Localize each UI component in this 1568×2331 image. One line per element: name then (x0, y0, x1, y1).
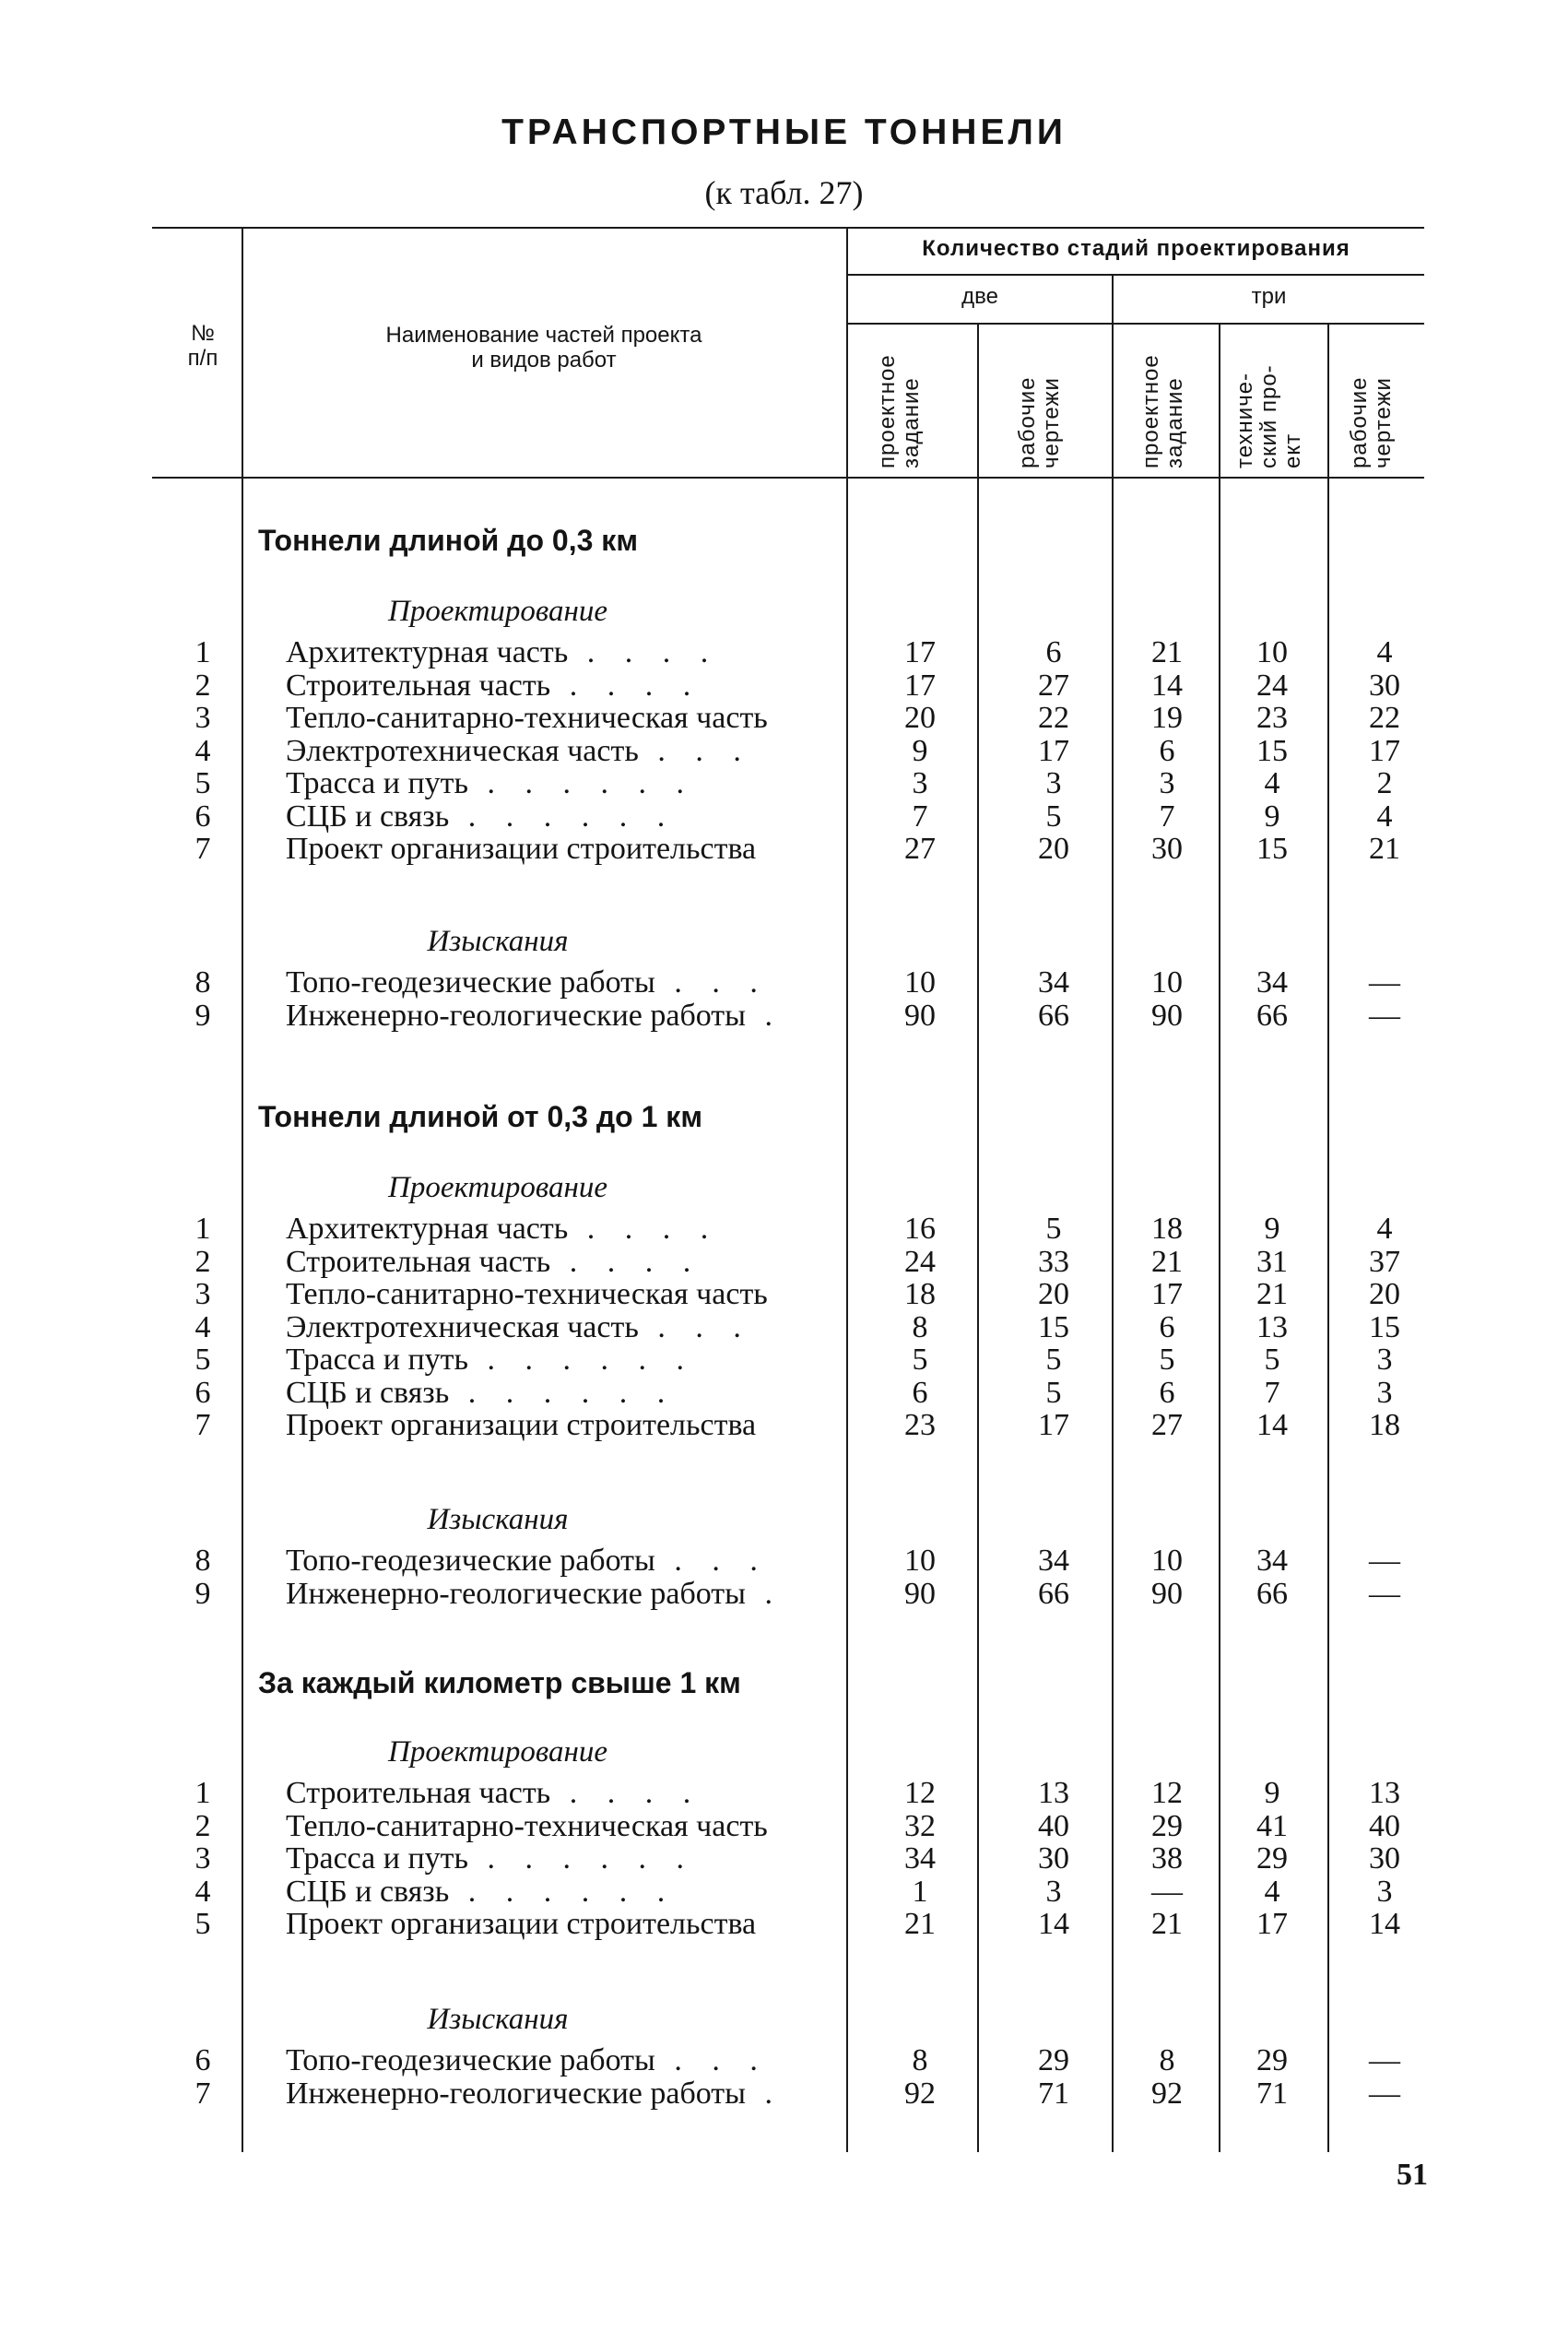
row-name-text: Проект организации строительства (286, 1907, 757, 1941)
subsection-title: Проектирование (388, 595, 607, 628)
row-name (286, 1343, 848, 1378)
row-value: 10 (1256, 635, 1288, 669)
row-value: 71 (1256, 2076, 1288, 2111)
row-value: 5 (1159, 1343, 1175, 1377)
row-name (286, 1277, 848, 1312)
row-value: 20 (1038, 832, 1069, 866)
col-divider-3 (1219, 325, 1220, 2152)
row-value: 92 (904, 2076, 936, 2111)
row-name-text: Тепло-санитарно-техническая часть (286, 1808, 768, 1843)
row-leader-dots: . . . (638, 733, 752, 768)
row-leader-dots: . (746, 998, 784, 1033)
row-number: 6 (195, 1375, 211, 1410)
row-value: 27 (1038, 668, 1069, 703)
row-value: 9 (1264, 1776, 1280, 1810)
row-value: 31 (1256, 1244, 1288, 1279)
row-value: 21 (1256, 1277, 1288, 1311)
row-number: 5 (195, 1907, 211, 1941)
row-value: 66 (1038, 998, 1069, 1033)
row-name (286, 1376, 848, 1411)
row-name-text: Топо-геодезические работы (286, 965, 655, 1000)
header-col2: рабочие чертежи (1015, 376, 1064, 468)
row-value: 24 (904, 1244, 936, 1279)
row-name-text: Инженерно-геологические работы (286, 1576, 747, 1611)
row-value: 14 (1151, 668, 1183, 703)
row-value: 5 (1045, 1375, 1062, 1410)
row-value: 14 (1369, 1907, 1400, 1941)
row-value: 3 (912, 766, 928, 800)
row-leader-dots: . . . . (568, 1212, 720, 1246)
row-leader-dots: . . . . . . (468, 766, 696, 800)
row-name-text: Строительная часть (286, 1776, 551, 1810)
row-leader-dots: . . . . (550, 1244, 702, 1279)
row-value: 34 (1256, 965, 1288, 1000)
row-value: 20 (904, 701, 936, 735)
row-value: 21 (904, 1907, 936, 1941)
row-number: 7 (195, 1408, 211, 1442)
row-value: 3 (1376, 1343, 1393, 1377)
header-three: три (1251, 284, 1287, 309)
row-value: 7 (1264, 1375, 1280, 1410)
row-name-text: Архитектурная часть (286, 635, 569, 669)
row-value: 19 (1151, 701, 1183, 735)
subsection-title: Изыскания (427, 2003, 569, 2036)
row-value: — (1369, 965, 1400, 1000)
row-value: 27 (904, 832, 936, 866)
row-value: 10 (904, 1544, 936, 1578)
row-number: 9 (195, 1576, 211, 1611)
row-value: 3 (1159, 766, 1175, 800)
row-number: 4 (195, 733, 211, 768)
header-col1: проектное задание (875, 354, 924, 468)
section-title: Тоннели длиной от 0,3 до 1 км (258, 1100, 702, 1133)
row-value: 41 (1256, 1808, 1288, 1843)
row-value: 5 (912, 1343, 928, 1377)
row-value: 21 (1151, 1244, 1183, 1279)
row-name (286, 2043, 848, 2078)
page-subtitle: (к табл. 27) (704, 174, 864, 211)
row-name (286, 669, 848, 704)
row-number: 5 (195, 1343, 211, 1377)
row-name-text: Архитектурная часть (286, 1212, 569, 1246)
row-value: 8 (1159, 2043, 1175, 2077)
row-value: — (1369, 1576, 1400, 1611)
row-name-text: Электротехническая часть (286, 1309, 639, 1344)
row-value: 6 (1159, 733, 1175, 768)
row-value: 12 (904, 1776, 936, 1810)
row-value: 6 (912, 1375, 928, 1410)
row-name (286, 1245, 848, 1280)
row-value: 4 (1376, 1212, 1393, 1246)
row-value: 8 (912, 1309, 928, 1344)
row-value: 13 (1038, 1776, 1069, 1810)
row-value: 4 (1376, 799, 1393, 834)
row-name-text: Трасса и путь (286, 1343, 469, 1377)
row-number: 4 (195, 1874, 211, 1909)
row-value: 90 (1151, 1576, 1183, 1611)
row-value: 1 (912, 1874, 928, 1909)
col-divider-1 (977, 325, 979, 2152)
row-value: 21 (1151, 1907, 1183, 1941)
header-col4: техниче-ский про-ект (1232, 364, 1305, 468)
row-leader-dots: . . . (654, 965, 769, 1000)
row-value: 20 (1369, 1277, 1400, 1311)
row-value: 66 (1038, 1576, 1069, 1611)
row-number: 6 (195, 799, 211, 834)
row-leader-dots: . . . . . . (449, 1874, 677, 1909)
row-value: 6 (1159, 1375, 1175, 1410)
row-name (286, 1809, 848, 1844)
row-value: 3 (1376, 1874, 1393, 1909)
row-name-text: Топо-геодезические работы (286, 2043, 655, 2077)
row-value: 5 (1264, 1343, 1280, 1377)
header-col3: проектное задание (1138, 354, 1187, 468)
page-title: ТРАНСПОРТНЫЕ ТОННЕЛИ (501, 112, 1067, 152)
row-name-text: Строительная часть (286, 1244, 551, 1279)
row-name-text: Трасса и путь (286, 1841, 469, 1875)
row-value: 10 (904, 965, 936, 1000)
row-leader-dots: . (746, 2076, 784, 2111)
row-value: 9 (1264, 1212, 1280, 1246)
row-leader-dots: . . . . (568, 635, 720, 669)
row-value: 29 (1151, 1808, 1183, 1843)
row-leader-dots: . . . . (550, 1776, 702, 1810)
row-value: 40 (1369, 1808, 1400, 1843)
row-value: 66 (1256, 998, 1288, 1033)
row-value: 4 (1264, 1874, 1280, 1909)
table-top-rule (152, 227, 1424, 229)
row-leader-dots: . . . . . . (449, 799, 677, 834)
row-name (286, 1544, 848, 1579)
col-divider-2 (1112, 274, 1114, 2152)
row-value: 34 (1038, 965, 1069, 1000)
row-value: 8 (912, 2043, 928, 2077)
row-value: 34 (1256, 1544, 1288, 1578)
row-value: 6 (1159, 1309, 1175, 1344)
row-value: — (1369, 2043, 1400, 2077)
row-value: 12 (1151, 1776, 1183, 1810)
row-value: 34 (1038, 1544, 1069, 1578)
row-value: 7 (1159, 799, 1175, 834)
row-value: 71 (1038, 2076, 1069, 2111)
subsection-title: Изыскания (427, 1503, 569, 1536)
row-value: 17 (1256, 1907, 1288, 1941)
row-name-text: СЦБ и связь (286, 799, 450, 834)
row-value: 3 (1045, 1874, 1062, 1909)
row-name-text: Трасса и путь (286, 766, 469, 800)
row-value: 15 (1369, 1309, 1400, 1344)
row-name-text: Инженерно-геологические работы (286, 2076, 747, 2111)
row-value: — (1369, 1544, 1400, 1578)
row-name-text: Инженерно-геологические работы (286, 998, 747, 1033)
row-value: 29 (1038, 2043, 1069, 2077)
row-name (286, 2077, 848, 2112)
row-name (286, 1776, 848, 1811)
row-name (286, 965, 848, 1000)
row-name-text: Электротехническая часть (286, 733, 639, 768)
row-value: 13 (1256, 1309, 1288, 1344)
row-name (286, 635, 848, 670)
row-value: — (1151, 1874, 1183, 1909)
row-leader-dots: . . . . . . (468, 1841, 696, 1875)
row-value: 16 (904, 1212, 936, 1246)
row-leader-dots: . (746, 1576, 784, 1611)
row-value: 27 (1151, 1408, 1183, 1442)
row-leader-dots: . . . . (550, 668, 702, 703)
row-value: 2 (1376, 766, 1393, 800)
row-value: 23 (1256, 701, 1288, 735)
row-value: 38 (1151, 1841, 1183, 1875)
row-value: 9 (912, 733, 928, 768)
row-name (286, 734, 848, 769)
row-value: 33 (1038, 1244, 1069, 1279)
row-number: 9 (195, 998, 211, 1033)
col-divider-num (242, 227, 243, 2152)
row-name-text: Проект организации строительства (286, 832, 757, 866)
row-value: 7 (912, 799, 928, 834)
row-value: 90 (904, 1576, 936, 1611)
row-value: 17 (1369, 733, 1400, 768)
header-name: Наименование частей проекта и видов работ (385, 323, 702, 373)
row-value: 32 (904, 1808, 936, 1843)
row-number: 2 (195, 1244, 211, 1279)
row-leader-dots: . . . (638, 1309, 752, 1344)
row-name-text: Тепло-санитарно-техническая часть (286, 1277, 768, 1311)
row-value: 13 (1369, 1776, 1400, 1810)
row-value: 23 (904, 1408, 936, 1442)
row-leader-dots: . . . (654, 2043, 769, 2077)
row-number: 8 (195, 1544, 211, 1578)
row-value: 9 (1264, 799, 1280, 834)
row-number: 1 (195, 635, 211, 669)
row-value: 29 (1256, 1841, 1288, 1875)
row-number: 3 (195, 1277, 211, 1311)
page-number: 51 (1397, 2158, 1428, 2192)
row-leader-dots: . . . . . . (449, 1375, 677, 1410)
row-value: 22 (1038, 701, 1069, 735)
section-title: За каждый километр свыше 1 км (258, 1666, 741, 1699)
row-value: 17 (904, 635, 936, 669)
row-value: 18 (904, 1277, 936, 1311)
row-name (286, 1212, 848, 1247)
row-number: 6 (195, 2043, 211, 2077)
row-value: 15 (1256, 733, 1288, 768)
row-name (286, 1310, 848, 1345)
row-leader-dots: . . . (654, 1544, 769, 1578)
col-divider-4 (1327, 325, 1329, 2152)
row-number: 3 (195, 701, 211, 735)
row-value: 5 (1045, 799, 1062, 834)
row-value: 22 (1369, 701, 1400, 735)
row-value: 30 (1369, 1841, 1400, 1875)
row-value: 40 (1038, 1808, 1069, 1843)
row-value: 30 (1151, 832, 1183, 866)
row-name (286, 1408, 848, 1443)
header-two: две (961, 284, 998, 309)
row-value: 17 (1151, 1277, 1183, 1311)
row-value: 29 (1256, 2043, 1288, 2077)
row-value: 90 (1151, 998, 1183, 1033)
row-value: 21 (1369, 832, 1400, 866)
row-name-text: Проект организации строительства (286, 1408, 757, 1442)
row-value: 17 (904, 668, 936, 703)
row-value: 24 (1256, 668, 1288, 703)
row-value: 18 (1369, 1408, 1400, 1442)
row-number: 1 (195, 1776, 211, 1810)
row-name-text: СЦБ и связь (286, 1874, 450, 1909)
header-col5: рабочие чертежи (1347, 376, 1396, 468)
row-value: 10 (1151, 1544, 1183, 1578)
stages-rule (846, 274, 1424, 276)
row-number: 2 (195, 668, 211, 703)
row-value: 4 (1264, 766, 1280, 800)
row-name (286, 1841, 848, 1876)
row-name (286, 799, 848, 834)
subsection-title: Изыскания (427, 925, 569, 958)
row-value: 66 (1256, 1576, 1288, 1611)
row-value: — (1369, 2076, 1400, 2111)
row-value: 17 (1038, 1408, 1069, 1442)
row-name (286, 1907, 848, 1942)
subsection-title: Проектирование (388, 1171, 607, 1204)
row-leader-dots: . . . . . . (468, 1343, 696, 1377)
row-value: 17 (1038, 733, 1069, 768)
row-number: 5 (195, 766, 211, 800)
section-title: Тоннели длиной до 0,3 км (258, 524, 638, 557)
row-value: 21 (1151, 635, 1183, 669)
row-value: 10 (1151, 965, 1183, 1000)
row-value: 15 (1256, 832, 1288, 866)
row-name (286, 766, 848, 801)
header-bottom-rule (152, 477, 1424, 479)
row-value: 92 (1151, 2076, 1183, 2111)
row-number: 8 (195, 965, 211, 1000)
row-value: — (1369, 998, 1400, 1033)
two-three-rule (846, 323, 1424, 325)
header-no: № п/п (187, 321, 218, 371)
row-name-text: Тепло-санитарно-техническая часть (286, 701, 768, 735)
row-number: 4 (195, 1309, 211, 1344)
row-number: 7 (195, 832, 211, 866)
row-name-text: Топо-геодезические работы (286, 1544, 655, 1578)
row-value: 6 (1045, 635, 1062, 669)
row-value: 3 (1376, 1375, 1393, 1410)
row-value: 90 (904, 998, 936, 1033)
row-number: 7 (195, 2076, 211, 2111)
row-value: 30 (1038, 1841, 1069, 1875)
header-stages: Количество стадий проектирования (922, 236, 1350, 261)
row-name-text: Строительная часть (286, 668, 551, 703)
row-value: 20 (1038, 1277, 1069, 1311)
row-number: 3 (195, 1841, 211, 1875)
row-name (286, 1875, 848, 1910)
row-value: 5 (1045, 1212, 1062, 1246)
row-value: 30 (1369, 668, 1400, 703)
row-value: 34 (904, 1841, 936, 1875)
row-number: 2 (195, 1808, 211, 1843)
row-name-text: СЦБ и связь (286, 1375, 450, 1410)
row-value: 14 (1038, 1907, 1069, 1941)
row-value: 14 (1256, 1408, 1288, 1442)
row-name (286, 701, 848, 736)
row-name (286, 832, 848, 867)
row-name (286, 1577, 848, 1612)
row-value: 15 (1038, 1309, 1069, 1344)
row-value: 4 (1376, 635, 1393, 669)
row-value: 5 (1045, 1343, 1062, 1377)
row-value: 18 (1151, 1212, 1183, 1246)
row-value: 37 (1369, 1244, 1400, 1279)
row-name (286, 999, 848, 1034)
row-number: 1 (195, 1212, 211, 1246)
subsection-title: Проектирование (388, 1735, 607, 1769)
row-value: 3 (1045, 766, 1062, 800)
